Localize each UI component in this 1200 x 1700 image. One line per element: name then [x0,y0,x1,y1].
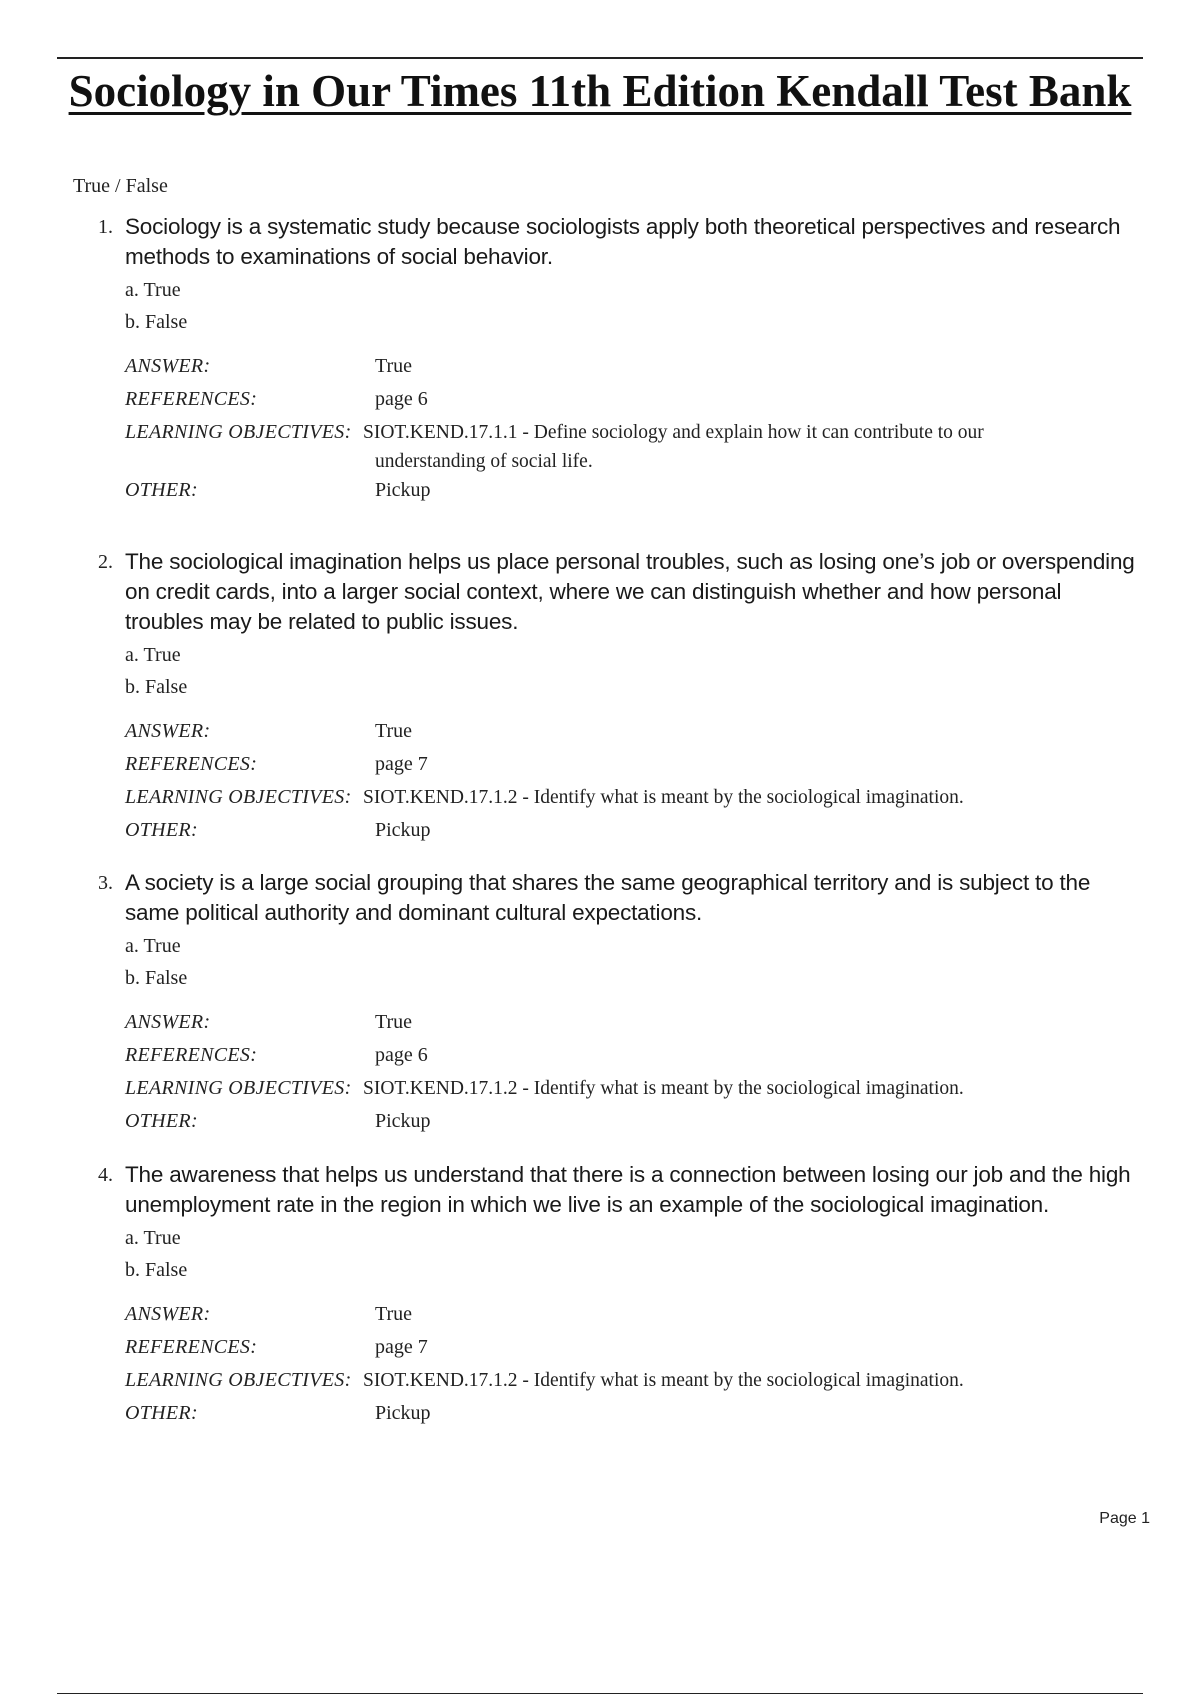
question-number: 4. [98,1164,113,1186]
option-a: a. True [125,935,181,957]
other-value: Pickup [375,819,431,841]
references-row [125,1041,1138,1074]
learning-objective-line-1: SIOT.KEND.17.1.2 - Identify what is meant by the sociological imagination. [363,1370,964,1391]
references-label: REFERENCES: [125,753,258,775]
option-b: b. False [125,967,188,989]
answer-value: True [375,355,413,377]
learning-objectives-label: LEARNING OBJECTIVES: [125,1077,352,1099]
other-row [125,1399,1138,1432]
question-header [98,547,1138,637]
question-metadata [125,1008,1138,1140]
learning-objectives-value [363,783,1138,812]
question-header [98,868,1138,928]
question-metadata [125,1300,1138,1432]
answer-value: True [375,1303,413,1325]
answer-row [125,1008,1138,1041]
question-number: 2. [98,551,113,573]
question-text: The sociological imagination helps us place personal troubles, such as losing one’s job or overspending on credit cards, into a larger social context, where we can distinguish whether and how personal troubles may be related to public issues. [125,549,1135,634]
learning-objectives-label: LEARNING OBJECTIVES: [125,1369,352,1391]
learning-objectives-value [363,418,1138,476]
question-number: 3. [98,872,113,894]
answer-options [125,930,1138,994]
learning-objectives-row [125,418,1138,476]
other-value: Pickup [375,1110,431,1132]
references-label: REFERENCES: [125,1044,258,1066]
top-rule [57,57,1143,59]
other-label: OTHER: [125,479,198,501]
answer-options [125,639,1138,703]
learning-objectives-row [125,783,1138,816]
answer-value: True [375,1011,413,1033]
other-label: OTHER: [125,1402,198,1424]
other-row [125,816,1138,849]
learning-objective-line-1: SIOT.KEND.17.1.2 - Identify what is meant by the sociological imagination. [363,787,964,808]
answer-label: ANSWER: [125,1011,211,1033]
section-label: True / False [73,175,168,197]
question-metadata [125,352,1138,509]
answer-options [125,1222,1138,1286]
other-row [125,476,1138,509]
references-value: page 7 [375,1336,428,1358]
answer-label: ANSWER: [125,355,211,377]
question-number: 1. [98,216,113,238]
other-label: OTHER: [125,819,198,841]
option-a: a. True [125,644,181,666]
question-4 [98,1160,1138,1432]
other-value: Pickup [375,479,431,501]
learning-objective-line-2: understanding of social life. [375,451,593,472]
question-2 [98,547,1138,849]
bottom-rule [57,1693,1143,1694]
document-title: Sociology in Our Times 11th Edition Kendall Test Bank [68,66,1132,116]
references-value: page 6 [375,388,428,410]
references-row [125,750,1138,783]
answer-row [125,717,1138,750]
answer-label: ANSWER: [125,1303,211,1325]
option-b: b. False [125,676,188,698]
learning-objectives-value [363,1366,1138,1395]
references-label: REFERENCES: [125,388,258,410]
learning-objective-line-1: SIOT.KEND.17.1.1 - Define sociology and explain how it can contribute to our [363,422,984,443]
learning-objectives-row [125,1074,1138,1107]
references-value: page 6 [375,1044,428,1066]
references-row [125,1333,1138,1366]
references-row [125,385,1138,418]
references-label: REFERENCES: [125,1336,258,1358]
answer-value: True [375,720,413,742]
option-a: a. True [125,279,181,301]
question-3 [98,868,1138,1140]
references-value: page 7 [375,753,428,775]
question-header [98,212,1138,272]
other-label: OTHER: [125,1110,198,1132]
question-metadata [125,717,1138,849]
answer-label: ANSWER: [125,720,211,742]
option-b: b. False [125,1259,188,1281]
page-number: Page 1 [1099,1510,1150,1527]
learning-objective-line-1: SIOT.KEND.17.1.2 - Identify what is meant by the sociological imagination. [363,1078,964,1099]
answer-row [125,1300,1138,1333]
answer-row [125,352,1138,385]
question-1 [98,212,1138,509]
learning-objectives-label: LEARNING OBJECTIVES: [125,786,352,808]
learning-objectives-row [125,1366,1138,1399]
question-text: Sociology is a systematic study because sociologists apply both theoretical perspectives and research methods to examinations of social behavior. [125,214,1121,269]
other-row [125,1107,1138,1140]
question-header [98,1160,1138,1220]
option-b: b. False [125,311,188,333]
question-text: The awareness that helps us understand that there is a connection between losing our job and the high unemployment rate in the region in which we live is an example of the sociological imagination. [125,1162,1131,1217]
question-text: A society is a large social grouping that shares the same geographical territory and is subject to the same political authority and dominant cultural expectations. [125,870,1091,925]
other-value: Pickup [375,1402,431,1424]
learning-objectives-value [363,1074,1138,1103]
answer-options [125,274,1138,338]
option-a: a. True [125,1227,181,1249]
learning-objectives-label: LEARNING OBJECTIVES: [125,421,352,443]
